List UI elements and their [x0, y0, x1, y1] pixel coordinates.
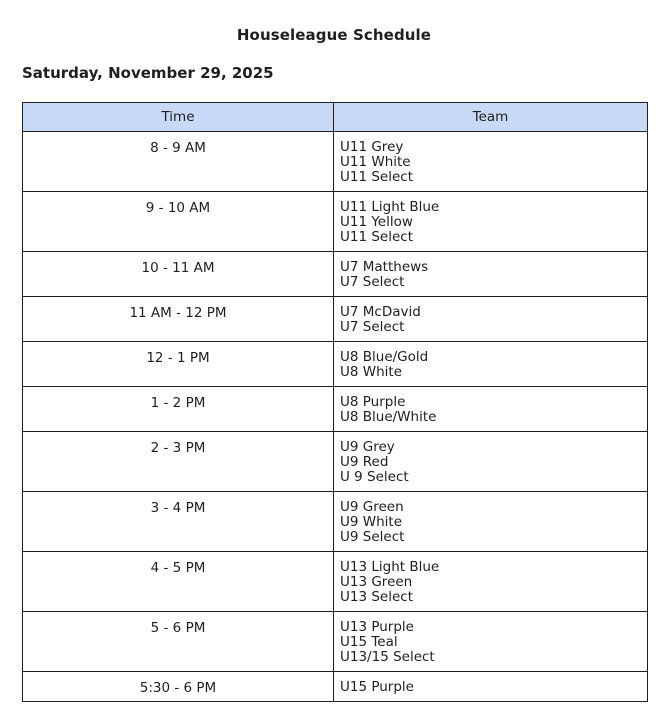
team-cell — [334, 252, 648, 297]
table-row — [23, 297, 648, 342]
team-cell — [334, 192, 648, 252]
time-cell: 9 - 10 AM — [23, 192, 334, 252]
team-cell — [334, 132, 648, 192]
team-name: U7 Matthews — [340, 259, 429, 275]
time-cell: 5:30 - 6 PM — [23, 672, 334, 702]
team-name: U13 Light Blue — [340, 559, 440, 575]
table-row — [23, 342, 648, 387]
team-name: U15 Purple — [340, 679, 414, 695]
time-cell: 1 - 2 PM — [23, 387, 334, 432]
table-row — [23, 612, 648, 672]
team-cell — [334, 492, 648, 552]
time-cell: 11 AM - 12 PM — [23, 297, 334, 342]
team-name: U11 Select — [340, 229, 413, 245]
table-row — [23, 432, 648, 492]
team-cell — [334, 342, 648, 387]
team-name: U13 Green — [340, 574, 413, 590]
team-name: U9 Red — [340, 454, 389, 470]
team-name: U9 White — [340, 514, 403, 530]
table-row — [23, 672, 648, 702]
team-name: U11 Light Blue — [340, 199, 440, 215]
team-name: U11 White — [340, 154, 411, 170]
document-title: Houseleague Schedule — [236, 26, 432, 44]
table-row — [23, 132, 648, 192]
team-name: U8 Purple — [340, 394, 406, 410]
time-cell: 8 - 9 AM — [23, 132, 334, 192]
table-row — [23, 492, 648, 552]
team-name: U11 Select — [340, 169, 413, 185]
team-name: U8 White — [340, 364, 403, 380]
team-name: U9 Select — [340, 529, 405, 545]
team-name: U 9 Select — [340, 469, 409, 485]
team-name: U13/15 Select — [340, 649, 435, 665]
schedule-date: Saturday, November 29, 2025 — [22, 64, 274, 82]
time-cell: 5 - 6 PM — [23, 612, 334, 672]
team-cell — [334, 387, 648, 432]
table-row — [23, 252, 648, 297]
table-row — [23, 552, 648, 612]
header-row — [23, 103, 648, 132]
team-cell — [334, 432, 648, 492]
team-name: U7 Select — [340, 319, 405, 335]
team-name: U8 Blue/Gold — [340, 349, 429, 365]
time-column-header: Time — [23, 103, 334, 132]
team-cell — [334, 297, 648, 342]
team-name: U11 Grey — [340, 139, 404, 155]
team-name: U8 Blue/White — [340, 409, 437, 425]
time-cell: 3 - 4 PM — [23, 492, 334, 552]
team-name: U9 Grey — [340, 439, 395, 455]
table-row — [23, 192, 648, 252]
schedule-body — [23, 132, 648, 702]
time-cell: 2 - 3 PM — [23, 432, 334, 492]
team-name: U13 Purple — [340, 619, 414, 635]
team-name: U11 Yellow — [340, 214, 413, 230]
team-name: U13 Select — [340, 589, 413, 605]
time-cell: 12 - 1 PM — [23, 342, 334, 387]
team-column-header: Team — [334, 103, 648, 132]
time-cell: 4 - 5 PM — [23, 552, 334, 612]
team-name: U15 Teal — [340, 634, 398, 650]
team-cell — [334, 612, 648, 672]
schedule-table — [22, 102, 648, 702]
time-cell: 10 - 11 AM — [23, 252, 334, 297]
table-row — [23, 387, 648, 432]
team-name: U9 Green — [340, 499, 404, 515]
team-name: U7 McDavid — [340, 304, 421, 320]
team-cell — [334, 672, 648, 702]
team-name: U7 Select — [340, 274, 405, 290]
team-cell — [334, 552, 648, 612]
